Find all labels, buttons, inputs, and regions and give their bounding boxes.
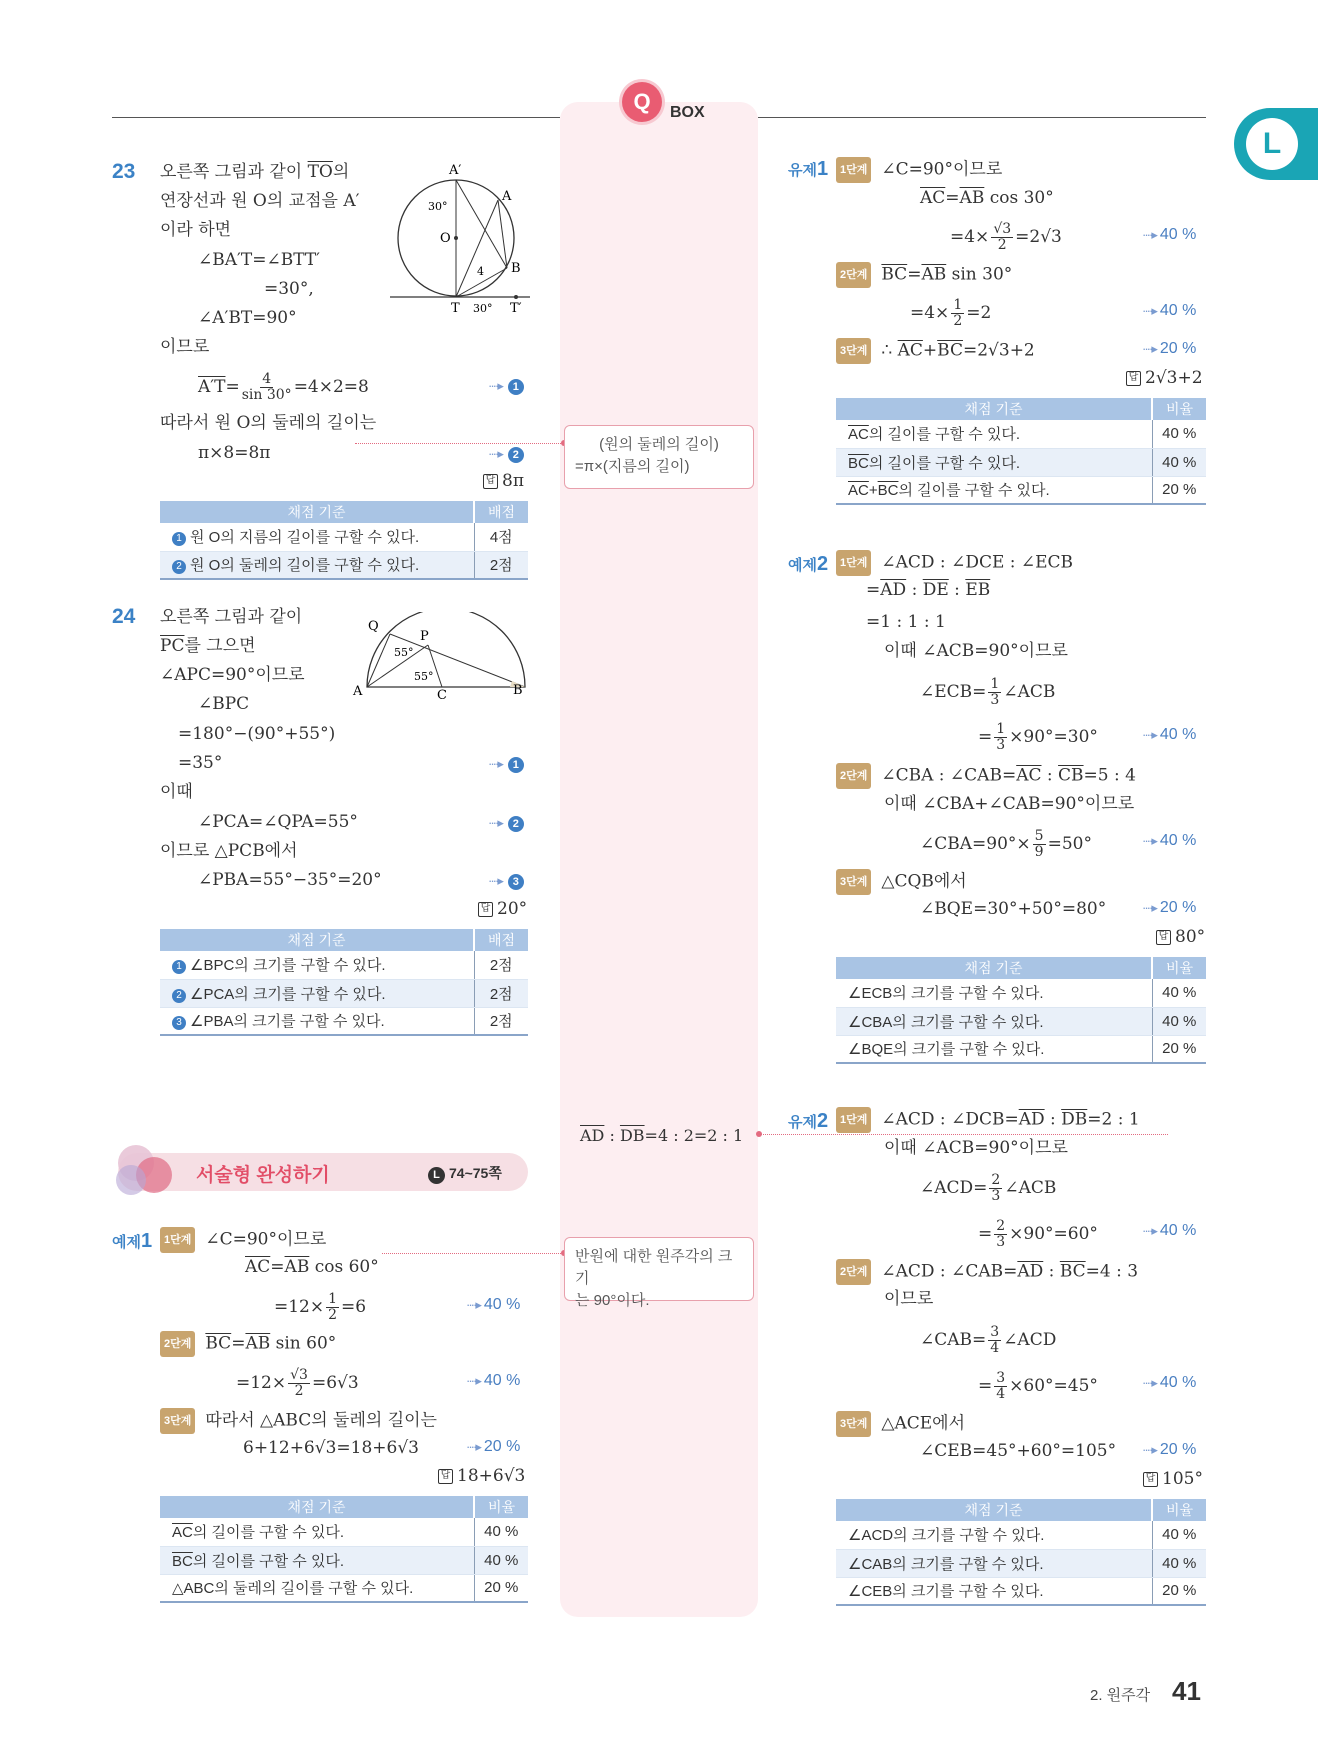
p23-line-5: =30°, xyxy=(264,279,314,299)
fig23-label-4: 4 xyxy=(477,265,484,278)
table-row: $\overline{AC}$의 길이를 구할 수 있다. 40 % xyxy=(836,420,1206,448)
answer-icon: 답 xyxy=(438,1469,453,1484)
answer-icon: 답 xyxy=(1126,371,1141,386)
u1-pct-2: ····▸ 40 % xyxy=(1142,302,1197,319)
ex2-line-10: 3단계 △CQB에서 xyxy=(836,869,967,895)
fig23-angle-30a: 30° xyxy=(428,200,448,213)
u1-answer: 답 2√3+2 xyxy=(1126,368,1203,388)
table-row: 2 원 O의 둘레의 길이를 구할 수 있다. 2점 xyxy=(160,551,528,579)
leader-line-2 xyxy=(758,1134,1168,1135)
u2-answer: 답 105° xyxy=(1143,1469,1203,1489)
tu2-header-ratio: 비율 xyxy=(1152,1499,1206,1521)
p24-mark-3: ····▸ 3 xyxy=(488,870,524,890)
ex1-answer: 답 18+6√3 xyxy=(438,1466,525,1486)
figure-24 xyxy=(350,612,535,702)
ex2-line-11: ∠BQE=30°+50°=80° xyxy=(920,899,1107,919)
ex2-line-9: ∠CBA=90°× $\frac{5}{9}$ =50° xyxy=(920,828,1092,860)
ex1-label: 예제1 xyxy=(112,1230,153,1252)
p23-line-9: 따라서 원 O의 둘레의 길이는 xyxy=(160,413,377,433)
table-row: $\overline{BC}$의 길이를 구할 수 있다. 40 % xyxy=(160,1546,528,1574)
u1-line-1: 1단계 ∠C=90°이므로 xyxy=(836,157,1002,183)
u1-line-5: =4× $\frac{1}{2}$ =2 xyxy=(910,297,992,329)
problem-24-number: 24 xyxy=(112,605,136,628)
note-box-1: (원의 둘레의 길이) =π×(지름의 길이) xyxy=(564,425,754,489)
ex1-line-7: 6+12+6√3=18+6√3 xyxy=(243,1438,419,1458)
ex2-line-7: 2단계 ∠CBA : $\angle CAB=\overline{AC}$ : $\overline{CB}=5$ : 4 xyxy=(836,763,1136,789)
p23-line-7: 이므로 xyxy=(160,337,210,357)
chapter-tab xyxy=(1234,108,1318,180)
u2-line-10: ∠CEB=45°+60°=105° xyxy=(920,1441,1117,1461)
ex2-line-2: $=\overline{AD}$ : $\overline{DE}$ : $\overline{EB}$ xyxy=(866,580,991,600)
fig24-label-b: B xyxy=(513,683,523,698)
ex2-line-6: = $\frac{1}{3}$ ×90°=30° xyxy=(978,721,1098,753)
u2-line-3: ∠ACD= $\frac{2}{3}$ ∠ACB xyxy=(920,1172,1057,1204)
leader-dot-2 xyxy=(756,1131,762,1137)
table-row: 3 ∠PBA의 크기를 구할 수 있다. 2점 xyxy=(160,1007,528,1035)
qbox-badge: Q xyxy=(622,82,662,122)
t24-header-score: 배점 xyxy=(474,929,528,951)
top-rule-left xyxy=(112,117,560,118)
table-u1 xyxy=(836,398,1206,505)
p24-line-4: ∠BPC xyxy=(198,694,250,714)
table-row: ∠BQE의 크기를 구할 수 있다. 20 % xyxy=(836,1035,1206,1063)
u2-line-9: 3단계 △ACE에서 xyxy=(836,1411,965,1437)
u1-pct-3: ····▸ 20 % xyxy=(1142,340,1197,357)
table-24 xyxy=(160,929,528,1036)
u2-pct-1: ····▸ 40 % xyxy=(1142,1222,1197,1239)
p23-line-6: ∠A′BT=90° xyxy=(198,308,297,328)
ex2-line-3: =1 : 1 : 1 xyxy=(866,612,946,632)
table-row: $\overline{BC}$의 길이를 구할 수 있다. 40 % xyxy=(836,448,1206,476)
ex1-line-1: 1단계 ∠C=90°이므로 xyxy=(160,1227,326,1253)
table-row: ∠ECB의 크기를 구할 수 있다. 40 % xyxy=(836,979,1206,1007)
p23-line-3: 이라 하면 xyxy=(160,220,232,240)
top-rule-right xyxy=(758,117,1206,118)
p24-line-2: $\overline{PC}$를 그으면 xyxy=(160,636,256,656)
table-row: △ABC의 둘레의 길이를 구할 수 있다. 20 % xyxy=(160,1574,528,1602)
u1-line-3: =4× $\frac{√3}{2}$ =2√3 xyxy=(950,221,1062,253)
table-row: 1 ∠BPC의 크기를 구할 수 있다. 2점 xyxy=(160,951,528,979)
table-row: 2 ∠PCA의 크기를 구할 수 있다. 2점 xyxy=(160,979,528,1007)
ex2-line-4: 이때 ∠ACB=90°이므로 xyxy=(884,641,1068,661)
fig23-label-t1: T′ xyxy=(510,301,522,316)
answer-icon: 답 xyxy=(1143,1472,1158,1487)
p24-line-6: =35° xyxy=(178,753,223,773)
p24-line-5: =180°−(90°+55°) xyxy=(178,724,336,744)
tex2-header-ratio: 비율 xyxy=(1152,957,1206,979)
chapter-tab-icon: L xyxy=(1246,118,1298,170)
ex2-line-8: 이때 ∠CBA+∠CAB=90°이므로 xyxy=(884,794,1135,814)
fig24-label-q: Q xyxy=(368,619,379,634)
ex1-line-6: 3단계 따라서 △ABC의 둘레의 길이는 xyxy=(160,1408,437,1434)
table-u2 xyxy=(836,1499,1206,1606)
answer-icon: 답 xyxy=(478,902,493,917)
p23-answer: 답 8π xyxy=(483,471,524,491)
fig24-label-a: A xyxy=(353,684,363,699)
u2-line-7: ∠CAB= $\frac{3}{4}$ ∠ACD xyxy=(920,1324,1057,1356)
p23-mark-1: ····▸ 1 xyxy=(488,375,524,395)
fig23-label-t: T xyxy=(451,301,460,316)
p24-mark-2: ····▸ 2 xyxy=(488,812,524,832)
qbox-column xyxy=(560,102,758,1617)
p24-mark-1: ····▸ 1 xyxy=(488,753,524,773)
ex1-line-5: =12× $\frac{√3}{2}$ =6√3 xyxy=(236,1367,359,1399)
p23-line-4: ∠BA′T=∠BTT′ xyxy=(198,250,321,270)
tu1-header-ratio: 비율 xyxy=(1152,398,1206,420)
footer-chapter: 2. 원주각 xyxy=(1090,1687,1151,1704)
ex2-answer: 답 80° xyxy=(1156,927,1205,947)
table-row: ∠CBA의 크기를 구할 수 있다. 40 % xyxy=(836,1007,1206,1035)
ex1-line-3: =12× $\frac{1}{2}$ =6 xyxy=(274,1291,367,1323)
ex2-pct-2: ····▸ 40 % xyxy=(1142,832,1197,849)
p23-line-1: 오른쪽 그림과 같이 $\overline{TO}$의 xyxy=(160,162,350,182)
fig24-label-p: P xyxy=(420,629,429,644)
figure-23 xyxy=(385,160,535,320)
u2-pct-2: ····▸ 40 % xyxy=(1142,1374,1197,1391)
ex1-line-4: 2단계 $\overline{BC}=\overline{AB}$ sin 60° xyxy=(160,1331,336,1357)
table-row: ∠CAB의 크기를 구할 수 있다. 40 % xyxy=(836,1549,1206,1577)
table-row: ∠ACD의 크기를 구할 수 있다. 40 % xyxy=(836,1521,1206,1549)
u2-label: 유제2 xyxy=(788,1110,829,1132)
u1-line-6: 3단계 ∴ $\overline{AC}+\overline{BC}=2√3+2$ xyxy=(836,338,1035,364)
page-number: 41 xyxy=(1172,1676,1201,1706)
u1-pct-1: ····▸ 40 % xyxy=(1142,226,1197,243)
ex1-pct-1: ····▸ 40 % xyxy=(466,1296,521,1313)
table-23 xyxy=(160,501,528,580)
p24-answer: 답 20° xyxy=(478,899,527,919)
ex1-line-2: $\overline{AC}=\overline{AB}$ cos 60° xyxy=(245,1257,379,1277)
banner-ref: L 74~75쪽 xyxy=(428,1163,502,1184)
tex1-header-criteria: 채점 기준 xyxy=(160,1496,474,1518)
ex2-line-5: ∠ECB= $\frac{1}{3}$ ∠ACB xyxy=(920,676,1056,708)
fig23-label-b: B xyxy=(511,261,521,276)
p24-line-1: 오른쪽 그림과 같이 xyxy=(160,607,303,627)
fig23-label-a: A xyxy=(502,189,512,204)
p24-line-3: ∠APC=90°이므로 xyxy=(160,665,305,685)
tex1-header-ratio: 비율 xyxy=(474,1496,528,1518)
p23-line-2: 연장선과 원 O의 교점을 A′ xyxy=(160,191,360,211)
banner-circles-icon xyxy=(112,1143,184,1199)
t24-header-criteria: 채점 기준 xyxy=(160,929,474,951)
leader-line-3 xyxy=(382,1253,567,1254)
fig24-label-c: C xyxy=(437,688,447,702)
u2-line-2: 이때 ∠ACB=90°이므로 xyxy=(884,1138,1068,1158)
fig23-label-a1: A′ xyxy=(449,163,462,178)
table-ex1 xyxy=(160,1496,528,1603)
answer-icon: 답 xyxy=(483,474,498,489)
u1-line-2: $\overline{AC}=\overline{AB}$ cos 30° xyxy=(920,188,1054,208)
table-ex2 xyxy=(836,957,1206,1064)
table-row: 1 원 O의 지름의 길이를 구할 수 있다. 4점 xyxy=(160,523,528,551)
u1-line-4: 2단계 $\overline{BC}=\overline{AB}$ sin 30° xyxy=(836,262,1012,288)
fig23-angle-30b: 30° xyxy=(473,302,493,315)
fig23-label-o: O xyxy=(440,231,451,246)
table-row: $\overline{AC}+\overline{BC}$의 길이를 구할 수 있다. 20 % xyxy=(836,476,1206,504)
arc-ratio-note: $\overline{AD}$ : $\overline{DB}=4$ : 2=2 : 1 xyxy=(580,1126,744,1145)
p23-mark-2: ····▸ 2 xyxy=(488,443,524,463)
qbox-label: BOX xyxy=(670,104,705,121)
p23-line-8: A′T= $\frac{4}{\sin 30^\circ}$ =4×2=8 xyxy=(198,371,369,403)
p23-line-10: π×8=8π xyxy=(198,443,271,463)
ex1-pct-3: ····▸ 20 % xyxy=(466,1438,521,1455)
u2-line-8: = $\frac{3}{4}$ ×60°=45° xyxy=(978,1370,1098,1402)
note-box-2: 반원에 대한 원주각의 크기 는 90°이다. xyxy=(564,1237,754,1301)
ex2-label: 예제2 xyxy=(788,553,829,575)
leader-line-1 xyxy=(355,443,565,444)
u2-line-5: 2단계 ∠ACD : $\angle CAB=\overline{AD}$ : $\overline{BC}=4$ : 3 xyxy=(836,1259,1138,1285)
ref-icon: L xyxy=(428,1167,445,1184)
tex2-header-criteria: 채점 기준 xyxy=(836,957,1152,979)
u1-label: 유제1 xyxy=(788,158,829,180)
t23-header-score: 배점 xyxy=(474,501,528,523)
ex2-pct-1: ····▸ 40 % xyxy=(1142,726,1197,743)
p24-line-8: ∠PCA=∠QPA=55° xyxy=(198,812,358,832)
u2-line-6: 이므로 xyxy=(884,1289,934,1309)
table-row: $\overline{AC}$의 길이를 구할 수 있다. 40 % xyxy=(160,1518,528,1546)
table-row: ∠CEB의 크기를 구할 수 있다. 20 % xyxy=(836,1577,1206,1605)
u2-line-4: = $\frac{2}{3}$ ×90°=60° xyxy=(978,1218,1098,1250)
tu2-header-criteria: 채점 기준 xyxy=(836,1499,1152,1521)
p24-line-10: ∠PBA=55°−35°=20° xyxy=(198,870,382,890)
problem-23-number: 23 xyxy=(112,160,136,183)
ex2-pct-3: ····▸ 20 % xyxy=(1142,899,1197,916)
u2-line-1: 1단계 ∠ACD : $\angle DCB=\overline{AD}$ : $\overline{DB}=2$ : 1 xyxy=(836,1107,1140,1133)
banner-title: 서술형 완성하기 xyxy=(196,1165,330,1186)
p24-line-7: 이때 xyxy=(160,782,193,802)
answer-icon: 답 xyxy=(1156,930,1171,945)
ex1-pct-2: ····▸ 40 % xyxy=(466,1372,521,1389)
t23-header-criteria: 채점 기준 xyxy=(160,501,474,523)
p24-line-9: 이므로 △PCB에서 xyxy=(160,841,298,861)
ex2-line-1: 1단계 ∠ACD : ∠DCE : ∠ECB xyxy=(836,550,1073,576)
tu1-header-criteria: 채점 기준 xyxy=(836,398,1152,420)
fig24-angle-2: 55° xyxy=(414,670,434,683)
u2-pct-3: ····▸ 20 % xyxy=(1142,1441,1197,1458)
fig24-angle-1: 55° xyxy=(394,646,414,659)
